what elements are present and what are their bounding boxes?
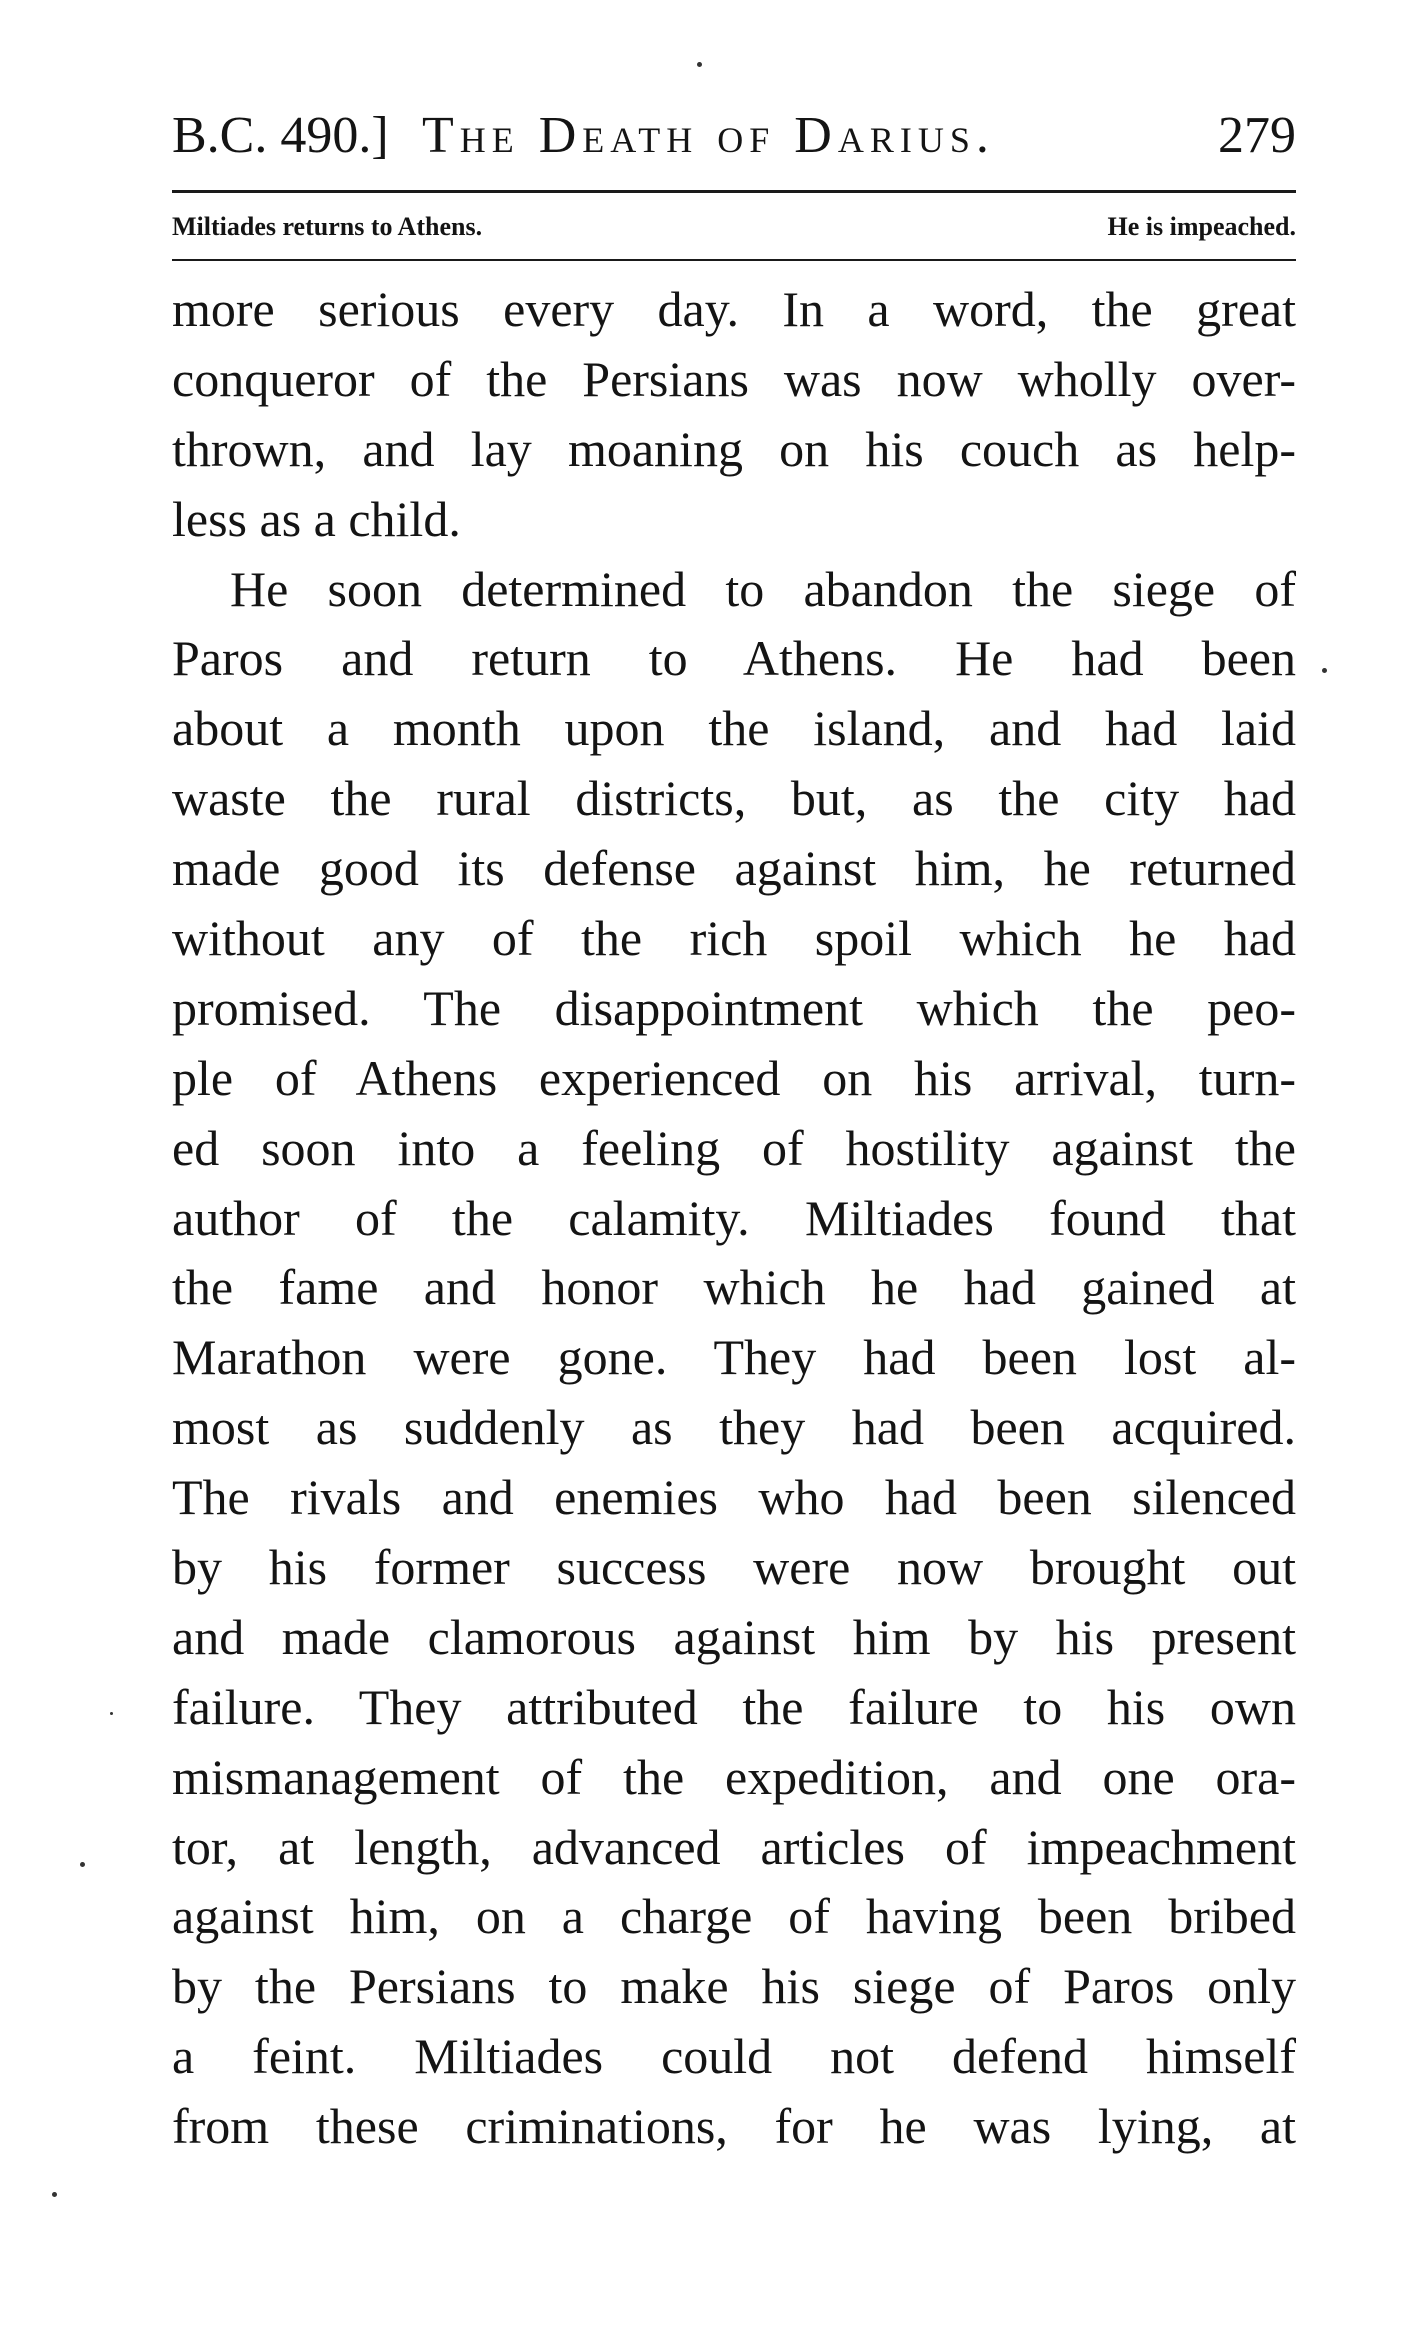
text-line: and made clamorous against him by his present (172, 1608, 1296, 1665)
text-line: by his former success were now brought out (172, 1539, 1296, 1596)
text-line: without any of the rich spoil which he had (172, 910, 1296, 967)
paper-speck (110, 1712, 113, 1715)
text-line: tor, at length, advanced articles of impeachment (172, 1818, 1296, 1875)
text-line: from these criminations, for he was lying, at (172, 2098, 1296, 2155)
text-line: thrown, and lay moaning on his couch as help- (172, 420, 1296, 477)
era-marker: B.C. 490.] (172, 107, 389, 164)
text-line: ple of Athens experienced on his arrival, turn- (172, 1049, 1296, 1106)
text-line: about a month upon the island, and had laid (172, 700, 1296, 757)
text-line: failure. They attributed the failure to his own (172, 1678, 1296, 1735)
text-line: The rivals and enemies who had been silenced (172, 1469, 1296, 1526)
text-line: less as a child. (172, 490, 461, 547)
text-line: author of the calamity. Miltiades found that (172, 1189, 1296, 1246)
paper-speck (1322, 668, 1327, 673)
text-line: most as suddenly as they had been acquired. (172, 1399, 1296, 1456)
paper-speck (697, 62, 702, 67)
paper-speck (80, 1862, 85, 1867)
text-line: conqueror of the Persians was now wholly over- (172, 350, 1296, 407)
text-line: ed soon into a feeling of hostility against the (172, 1119, 1296, 1176)
header-rule-bottom (172, 259, 1296, 261)
text-line: mismanagement of the expedition, and one ora- (172, 1748, 1296, 1805)
text-line: Paros and return to Athens. He had been (172, 630, 1296, 687)
text-line: waste the rural districts, but, as the city had (172, 770, 1296, 827)
paper-speck (52, 2192, 57, 2197)
text-line: promised. The disappointment which the peo- (172, 979, 1296, 1036)
text-line: made good its defense against him, he returned (172, 840, 1296, 897)
text-line: a feint. Miltiades could not defend himself (172, 2028, 1296, 2085)
running-head (172, 96, 1296, 176)
header-rule-top (172, 190, 1296, 193)
text-line: Marathon were gone. They had been lost al- (172, 1329, 1296, 1386)
page-number: 279 (1218, 107, 1296, 164)
text-line: against him, on a charge of having been bribed (172, 1888, 1296, 1945)
text-line: the fame and honor which he had gained at (172, 1259, 1296, 1316)
chapter-title: The Death of Darius. (422, 107, 995, 164)
text-line: He soon determined to abandon the siege of (230, 560, 1296, 617)
body-text (172, 275, 1296, 2162)
text-line: by the Persians to make his siege of Paros only (172, 1958, 1296, 2015)
side-note-left: Miltiades returns to Athens. (172, 212, 483, 241)
side-notes (172, 200, 1296, 254)
text-line: more serious every day. In a word, the great (172, 281, 1296, 337)
side-note-right: He is impeached. (1107, 212, 1296, 241)
